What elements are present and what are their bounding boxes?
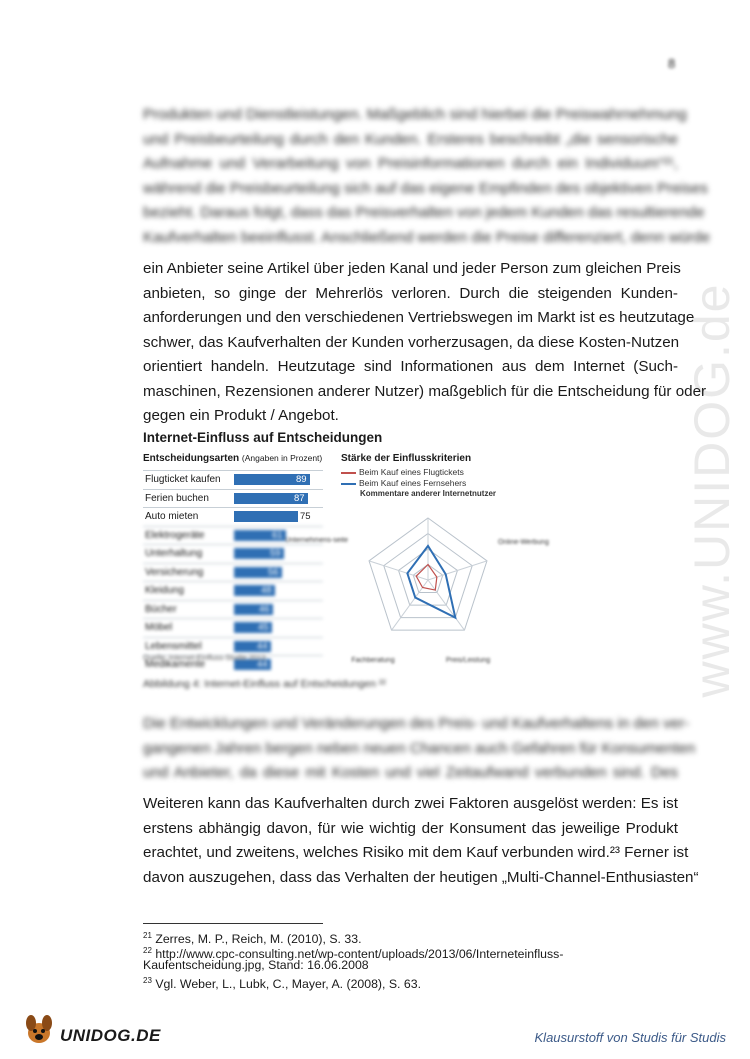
text-line: Aufnahme und Verarbeitung von Preisinformationen durch ein Individuum“²¹, [143,155,678,172]
row-label: Ferien buchen [145,492,209,504]
text-line: orientiert handeln. Heutzutage sind Informationen aus dem Internet (Such- [143,358,678,375]
table-row [143,618,323,637]
footnote-number: 23 [143,976,152,985]
footnote-number: 22 [143,946,152,955]
table-row [143,507,323,526]
text-line: Produkten und Dienstleistungen. Maßgeblich sind hierbei die Preiswahrnehmung [143,106,687,123]
text-line: bezieht. Daraus folgt, dass das Preisverhalten von jedem Kunden das resultierende [143,204,705,221]
bar-value: 89 [296,474,307,485]
table-header-unit: (Angaben in Prozent) [241,453,323,463]
row-label: Flugticket kaufen [145,474,221,485]
footnote [143,958,369,973]
text-line: während die Preisbeurteilung sich auf das eigene Empfinden des objektiven Preises [143,179,708,197]
unidog-logo [22,1012,162,1048]
footnote-text: http://www.cpc-consulting.net/wp-content/uploads/2013/06/Interneteinfluss- [155,947,564,962]
row-label: Versicherung [145,566,204,578]
table-header [143,453,323,464]
text-line: Weiteren kann das Kaufverhalten durch zwei Faktoren ausgelöst werden: Es ist [143,795,678,812]
text-line: ein Anbieter seine Artikel über jeden Kanal und jeder Person zum gleichen Preis [143,260,681,277]
text-line: Die Entwicklungen und Veränderungen des Preis- und Kaufverhaltens in den ver- [143,715,690,732]
footnote-text: Vgl. Weber, L., Lubk, C., Mayer, A. (2008), S. 63. [155,977,421,992]
text-line: und Anbieter, da diese mit Kosten und viel Zeitaufwand verbunden sind. Des [143,764,678,781]
footer-tagline: Klausurstoff von Studis für Studis [534,1030,726,1045]
dog-icon [22,1012,56,1046]
bar-value: 59 [270,548,281,559]
page-number: 8 [668,56,676,71]
text-line: erstens abhängig davon, für wie wichtig der Konsument das jeweilige Produkt [143,819,678,837]
figure-title: Internet-Einfluss auf Entscheidungen [143,430,383,445]
bar-value: 46 [259,603,270,615]
figure-internet-influence [143,430,549,670]
bar-value: 56 [268,566,279,578]
bar [234,511,298,522]
text-line: schwer, das Kaufverhalten der Kunden vorherzusagen, da diese Kosten-Nutzen [143,333,680,351]
row-label: Lebensmittel [145,640,202,652]
row-label: Bücher [145,603,177,615]
radar-axis-label: Fachberatung [351,657,395,664]
table-row [143,581,323,600]
row-label: Kleidung [145,585,184,596]
table-row [143,544,323,563]
table-row [143,600,323,619]
text-line: erachtet, und zweitens, welches Risiko mit dem Kauf verbunden wird.²³ Ferner ist [143,844,689,861]
radar-title: Stärke der Einflusskriterien [341,453,472,464]
radar-axis-label: Online-Werbung [498,539,549,546]
bar-value: 61 [272,529,283,541]
logo-text: UNIDOG.DE [60,1026,161,1045]
paragraph-after-figure-blurred [143,712,696,786]
bar-value: 87 [294,492,305,504]
radar-axis-label: Preis/Leistung [445,657,491,664]
figure-source-note: Quelle: Internet-Einfluss-Studie 2013 [143,653,266,662]
table-row [143,489,323,508]
row-label: Unterhaltung [145,548,203,559]
legend-label: Beim Kauf eines Fernsehers [359,478,467,488]
row-label: Auto mieten [145,511,199,522]
footnote-text: Kaufentscheidung.jpg, Stand: 16.06.2008 [143,958,369,972]
table-header-label: Entscheidungsarten [143,453,240,464]
bar-value: 45 [258,622,269,633]
paragraph-intro-blurred [143,103,711,250]
bar-value: 48 [261,585,272,596]
row-label: Medikamente [145,659,206,670]
text-line: gangenen Jahren bergen neben neuen Chancen auch Gefahren für Konsumenten [143,739,696,757]
footnote-text: Zerres, M. P., Reich, M. (2010), S. 33. [155,932,362,947]
text-line: davon auszugehen, dass das Verhalten der heutigen „Multi-Channel-Enthusiasten“ [143,868,699,886]
bar-value: 44 [257,659,268,670]
footnote [143,973,421,992]
paragraph-continued [143,257,707,429]
radar-legend [341,467,466,489]
paragraph-final [143,792,699,890]
text-line: anforderungen und den verschiedenen Vertriebswegen im Markt ist es heutzutage [143,309,695,326]
radar-series-fernseher [407,546,455,618]
table-row [143,563,323,582]
row-label: Möbel [145,622,173,633]
radar-axis-label: Kommentare anderer Internetnutzer [359,489,497,498]
text-line: gegen ein Produkt / Angebot. [143,407,339,424]
footnote-number: 21 [143,931,152,940]
figure-caption: Abbildung 4: Internet-Einfluss auf Entscheidungen ²² [143,678,386,690]
legend-swatch [341,472,356,474]
bar-value: 44 [257,640,268,652]
bar-value: 75 [300,511,311,522]
text-line: anbieten, so ginge der Mehrerlös verloren. Durch die steigenden Kunden- [143,284,678,302]
bar-table [143,470,323,674]
footnote-rule [143,923,323,924]
legend-item [341,467,466,478]
table-row [143,470,323,489]
text-line: Kaufverhalten beeinflusst. Anschließend werden die Preise differenziert, denn würde [143,228,711,246]
row-label: Elektrogeräte [145,529,205,541]
radar-axis-label: Unternehmens-seite [284,537,348,544]
text-line: und Preisbeurteilung durch den Kunden. Ersteres beschreibt „die sensorische [143,130,678,148]
legend-swatch [341,483,356,485]
legend-label: Beim Kauf eines Flugtickets [359,467,464,477]
watermark: www.UNIDOG.de [684,282,740,698]
text-line: maschinen, Rezensionen anderer Nutzer) maßgeblich für die Entscheidung für oder [143,382,707,400]
